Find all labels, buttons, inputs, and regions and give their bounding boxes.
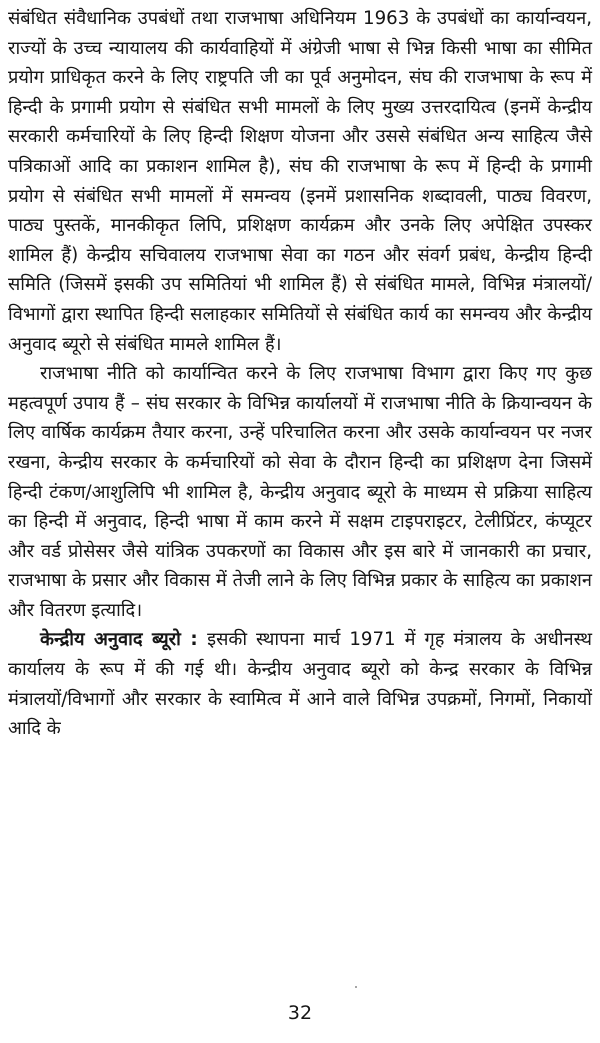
- paragraph-3: [8, 625, 592, 743]
- section-heading: केन्द्रीय अनुवाद ब्यूरो: [40, 629, 181, 651]
- paragraph-2-text: राजभाषा नीति को कार्यान्वित करने के लिए राजभाषा विभाग द्वारा किए गए कुछ महत्वपूर्ण उपाय हैं – संघ सरकार के विभिन्न कार्यालयों में राजभाषा नीति के क्रियान्वयन के लिए वार्षिक कार्यक्रम तैयार करना, उन्हें परिचालित करना और उसके कार्यान्वयन पर नजर रखना, केन्द्रीय सरकार के कर्मचारियों को सेवा के दौरान हिन्दी का प्रशिक्षण देना जिसमें हिन्दी टंकण/आशुलिपि भी शामिल है, केन्द्रीय अनुवाद ब्यूरो के माध्यम से प्रक्रिया साहित्य का हिन्दी में अनुवाद, हिन्दी भाषा में काम करने में सक्षम टाइपराइटर, टेलीप्रिंटर, कंप्यूटर और वर्ड प्रोसेसर जैसे यांत्रिक उपकरणों का विकास और इस बारे में जानकारी का प्रचार, राजभाषा के प्रसार और विकास में तेजी लाने के लिए विभिन्न प्रकार के साहित्य का प्रकाशन और वितरण इत्यादि।: [8, 363, 592, 621]
- heading-separator: :: [180, 629, 208, 651]
- paragraph-1: [8, 4, 592, 359]
- paragraph-1-text: संबंधित संवैधानिक उपबंधों तथा राजभाषा अधिनियम 1963 के उपबंधों का कार्यान्वयन, राज्यों के उच्च न्यायालय की कार्यवाहियों में अंग्रेजी भाषा से भिन्न किसी भाषा का सीमित प्रयोग प्राधिकृत करने के लिए राष्ट्रपति जी का पूर्व अनुमोदन, संघ की राजभाषा के रूप में हिन्दी के प्रगामी प्रयोग से संबंधित सभी मामलों के लिए मुख्य उत्तरदायित्व (इनमें केन्द्रीय सरकारी कर्मचारियों के लिए हिन्दी शिक्षण योजना और उससे संबंधित अन्य साहित्य जैसे पत्रिकाओं आदि का प्रकाशन शामिल है), संघ की राजभाषा के रूप में हिन्दी के प्रगामी प्रयोग से संबंधित सभी मामलों में समन्वय (इनमें प्रशासनिक शब्दावली, पाठ्य विवरण, पाठ्य पुस्तकें, मानकीकृत लिपि, प्रशिक्षण कार्यक्रम और उनके लिए अपेक्षित उपस्कर शामिल हैं) केन्द्रीय सचिवालय राजभाषा सेवा का गठन और संवर्ग प्रबंध, केन्द्रीय हिन्दी समिति (जिसमें इसकी उप समितियां भी शामिल हैं) से संबंधित मामले, विभिन्न मंत्रालयों/विभागों द्वारा स्थापित हिन्दी सलाहकार समितियों से संबंधित कार्य का समन्वय और केन्द्रीय अनुवाद ब्यूरो से संबंधित मामले शामिल हैं।: [8, 8, 592, 355]
- paragraph-2: [8, 359, 592, 625]
- print-speck: [355, 986, 357, 988]
- body-text: [8, 4, 592, 744]
- paragraph-3-text: इसकी स्थापना मार्च 1971 में गृह मंत्रालय के अधीनस्थ कार्यालय के रूप में की गई थी। केन्द्रीय अनुवाद ब्यूरो को केन्द्र सरकार के विभिन्न मंत्रालयों/विभागों और सरकार के स्वामित्व में आने वाले विभिन्न उपक्रमों, निगमों, निकायों आदि के: [8, 629, 592, 740]
- page-number: 32: [287, 1002, 313, 1024]
